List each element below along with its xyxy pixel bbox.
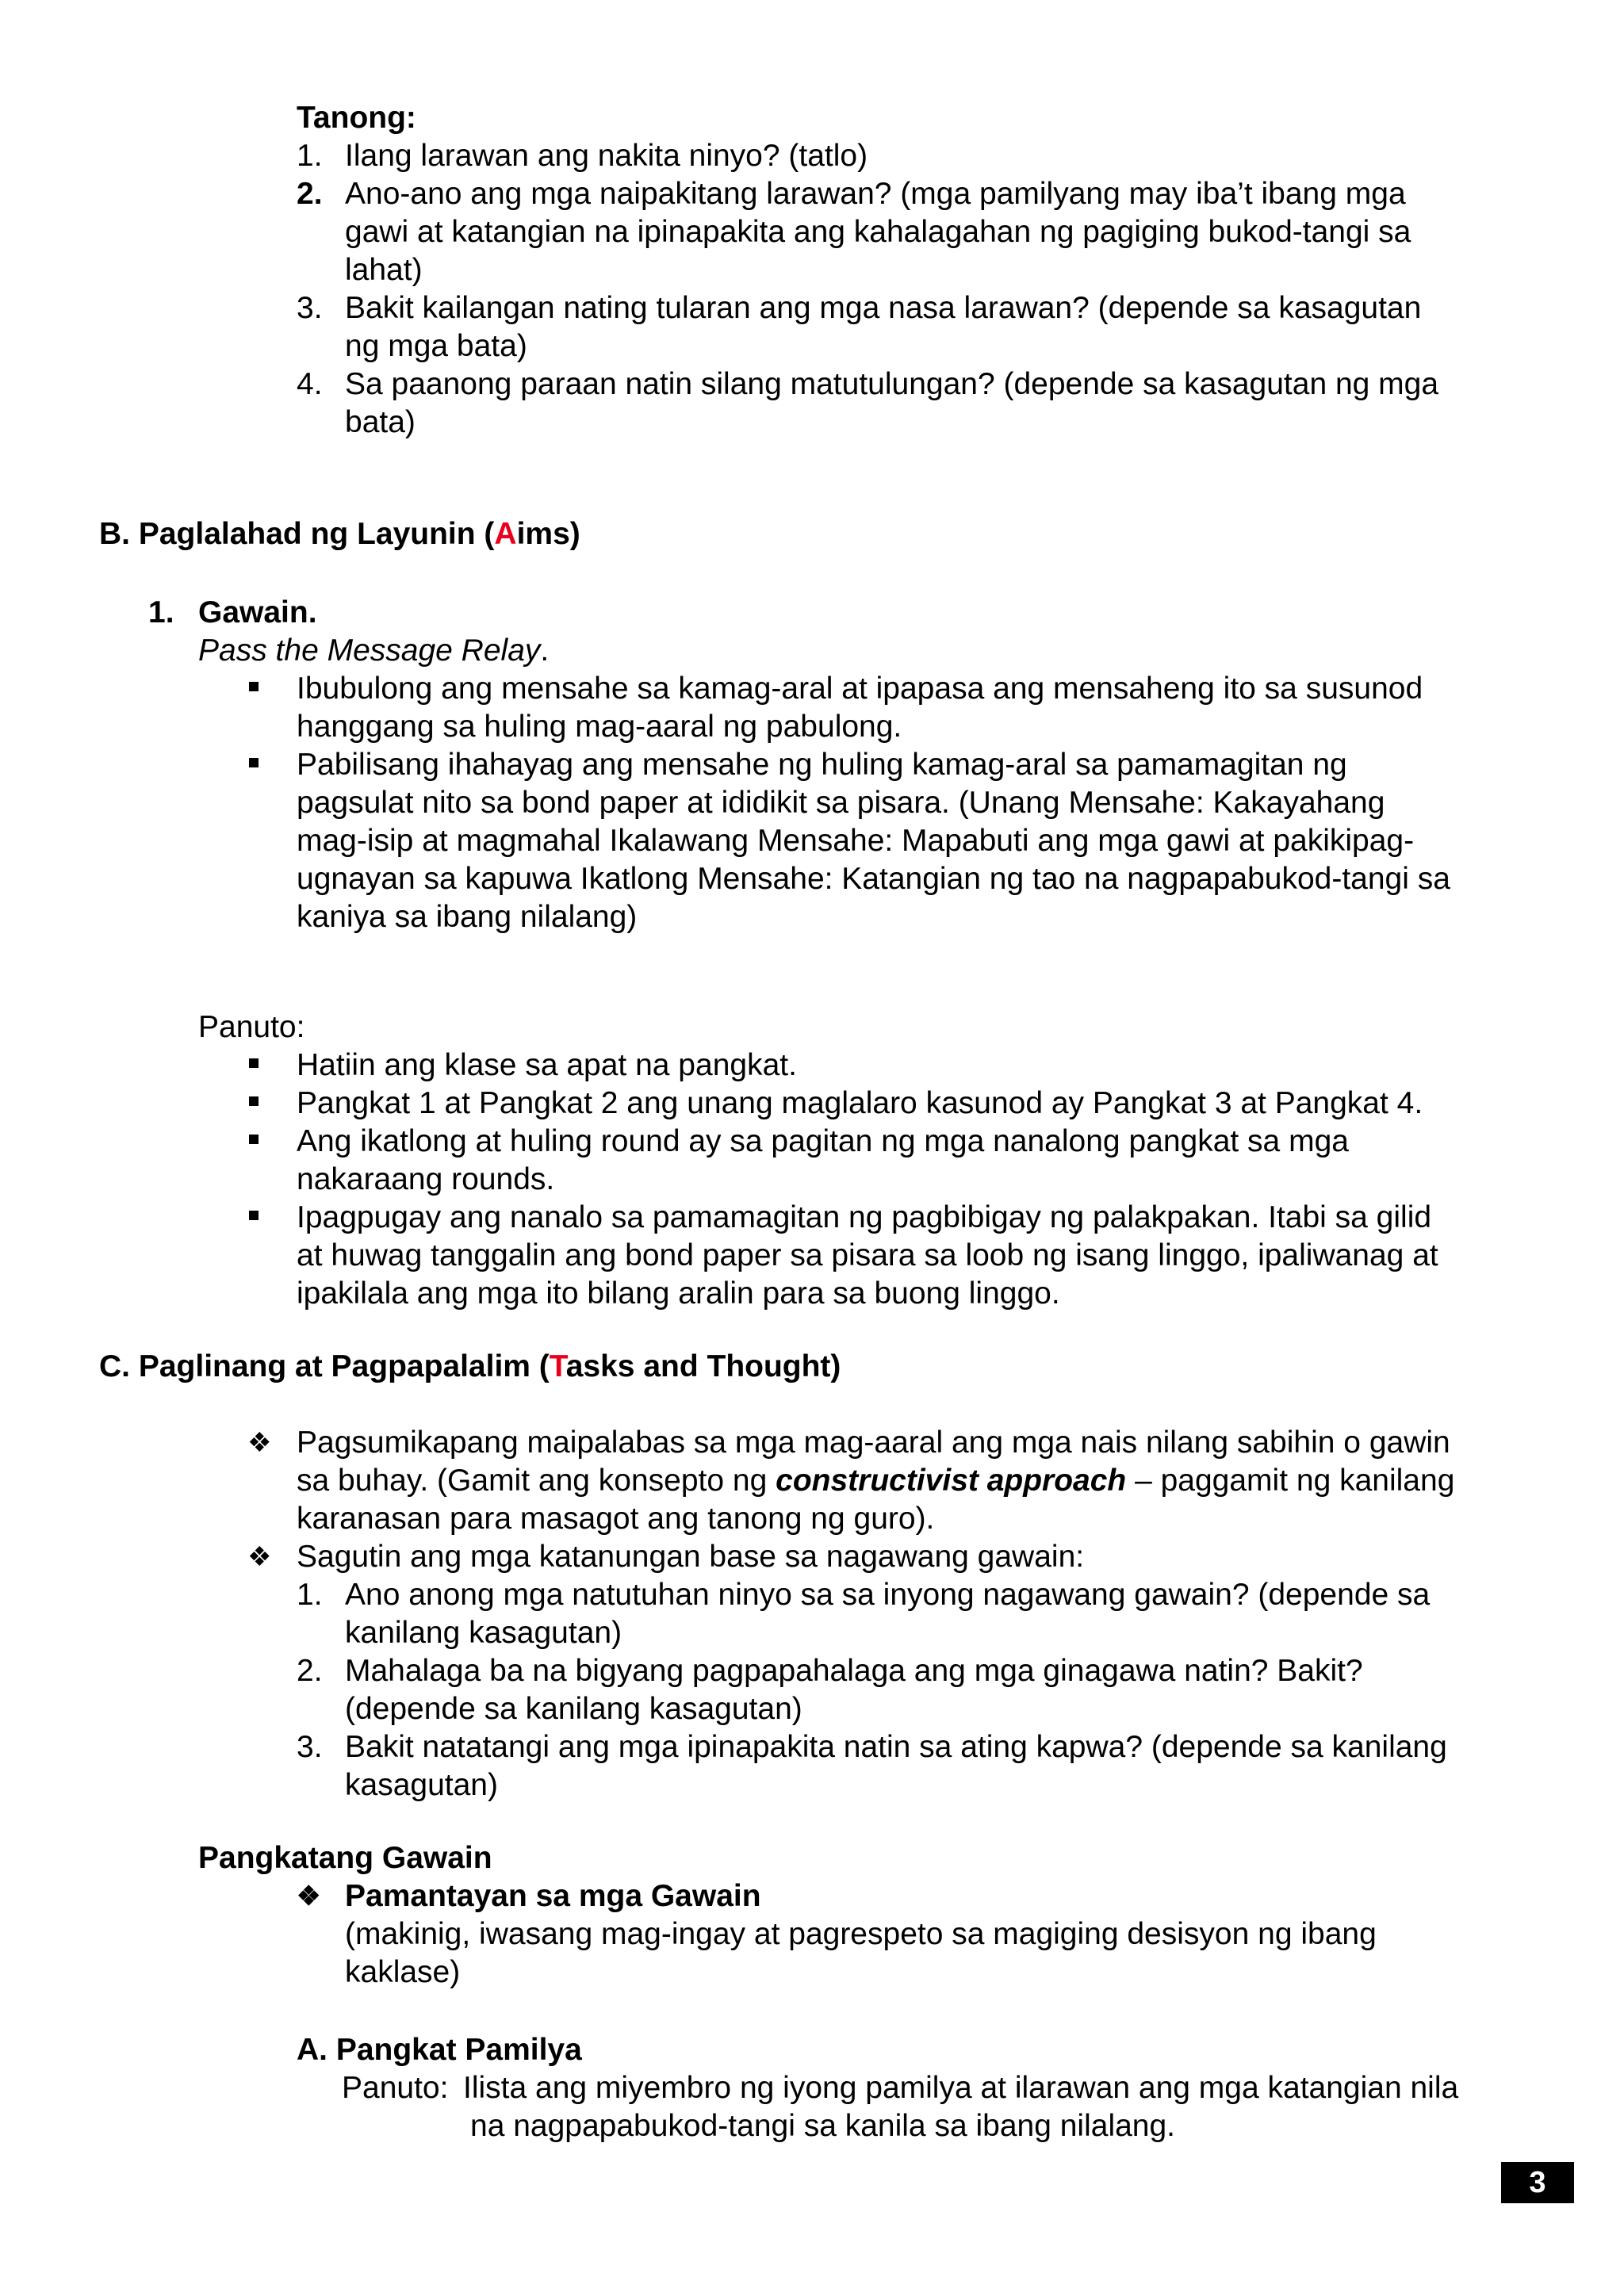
diamond-bullet-icon: ❖ bbox=[297, 1881, 321, 1911]
gawain-number: 1. bbox=[148, 595, 174, 629]
tanong-item-3-line-2: ng mga bata) bbox=[345, 329, 527, 363]
gawain-bullet-1-line-1: Ibubulong ang mensahe sa kamag-aral at ipapasa ang mensaheng ito sa susunod bbox=[297, 672, 1423, 706]
bullet-square-icon bbox=[249, 682, 259, 691]
tanong-item-1-num: 1. bbox=[297, 139, 323, 173]
tanong-item-1-line-1: Ilang larawan ang nakita ninyo? (tatlo) bbox=[345, 139, 868, 173]
gawain-bullet-2-line-4: ugnayan sa kapuwa Ikatlong Mensahe: Katangian ng tao na nagpapabukod-tangi sa bbox=[297, 862, 1450, 896]
gawain-bullet-1-line-2: hanggang sa huling mag-aaral ng pabulong. bbox=[297, 710, 902, 744]
section-b-title-highlight: A bbox=[494, 517, 517, 551]
section-c-point-1-line-2-pre: sa buhay. (Gamit ang konsepto ng bbox=[297, 1464, 776, 1498]
section-c-point-1-line-2-post: – paggamit ng kanilang bbox=[1126, 1464, 1455, 1498]
pamilya-panuto-line-2: na nagpapabukod-tangi sa kanila sa ibang nilalang. bbox=[470, 2109, 1176, 2143]
constructivist-approach-term: constructivist approach bbox=[776, 1464, 1127, 1498]
tanong-item-2-line-3: lahat) bbox=[345, 253, 423, 287]
bullet-square-icon bbox=[249, 1211, 259, 1220]
tanong-item-3-num: 3. bbox=[297, 291, 323, 325]
activity-name-italic: Pass the Message Relay bbox=[198, 633, 541, 668]
page-number: 3 bbox=[1501, 2162, 1574, 2203]
section-c-title-highlight: T bbox=[549, 1349, 566, 1383]
section-c-point-1-line-1: Pagsumikapang maipalabas sa mga mag-aaral ang mga nais nilang sabihin o gawin bbox=[297, 1425, 1450, 1460]
panuto-bullet-3-line-1: Ang ikatlong at huling round ay sa pagitan ng mga nanalong pangkat sa mga bbox=[297, 1124, 1349, 1158]
tanong-item-4-num: 4. bbox=[297, 367, 323, 401]
question-1-num: 1. bbox=[297, 1578, 323, 1612]
panuto-bullet-4-line-1: Ipagpugay ang nanalo sa pamamagitan ng pagbibigay ng palakpakan. Itabi sa gilid bbox=[297, 1200, 1432, 1234]
gawain-bullet-2-line-5: kaniya sa ibang nilalang) bbox=[297, 900, 638, 934]
activity-name bbox=[198, 632, 549, 670]
gawain-bullet-2-line-1: Pabilisang ihahayag ang mensahe ng huling kamag-aral sa pamamagitan ng bbox=[297, 748, 1347, 782]
panuto-bullet-1: Hatiin ang klase sa apat na pangkat. bbox=[297, 1048, 797, 1082]
tanong-item-2-line-2: gawi at katangian na ipinapakita ang kahalagahan ng pagiging bukod-tangi sa bbox=[345, 215, 1411, 249]
question-3-line-1: Bakit natatangi ang mga ipinapakita natin sa ating kapwa? (depende sa kanilang bbox=[345, 1730, 1447, 1764]
pangkat-pamilya-title: A. Pangkat Pamilya bbox=[297, 2033, 582, 2067]
diamond-bullet-icon: ❖ bbox=[247, 1428, 272, 1458]
pamilya-panuto-label: Panuto: bbox=[342, 2071, 449, 2105]
question-3-line-2: kasagutan) bbox=[345, 1768, 498, 1802]
tanong-item-3-line-1: Bakit kailangan nating tularan ang mga nasa larawan? (depende sa kasagutan bbox=[345, 291, 1422, 325]
gawain-title: Gawain. bbox=[198, 595, 317, 629]
pamilya-panuto-line-1: Ilista ang miyembro ng iyong pamilya at ilarawan ang mga katangian nila bbox=[463, 2071, 1459, 2105]
bullet-square-icon bbox=[249, 1096, 259, 1106]
question-2-line-1: Mahalaga ba na bigyang pagpapahalaga ang mga ginagawa natin? Bakit? bbox=[345, 1654, 1363, 1688]
section-b-title bbox=[99, 515, 580, 553]
diamond-bullet-icon: ❖ bbox=[247, 1542, 272, 1572]
section-b-title-pre: B. Paglalahad ng Layunin ( bbox=[99, 517, 495, 551]
tanong-item-4-line-2: bata) bbox=[345, 405, 416, 439]
section-c-point-2: Sagutin ang mga katanungan base sa nagawang gawain: bbox=[297, 1540, 1085, 1574]
question-3-num: 3. bbox=[297, 1730, 323, 1764]
section-c-point-1-line-2 bbox=[297, 1462, 1454, 1500]
gawain-bullet-2-line-3: mag-isip at magmahal Ikalawang Mensahe: Mapabuti ang mga gawi at pakikipag- bbox=[297, 824, 1415, 858]
bullet-square-icon bbox=[249, 1058, 259, 1068]
tanong-item-4-line-1: Sa paanong paraan natin silang matutulungan? (depende sa kasagutan ng mga bbox=[345, 367, 1439, 401]
panuto-bullet-3-line-2: nakaraang rounds. bbox=[297, 1162, 555, 1196]
section-b-title-post: ims) bbox=[516, 517, 580, 551]
question-1-line-2: kanilang kasagutan) bbox=[345, 1616, 622, 1650]
section-c-title-post: asks and Thought) bbox=[565, 1349, 841, 1383]
question-2-line-2: (depende sa kanilang kasagutan) bbox=[345, 1692, 802, 1726]
panuto-bullet-4-line-2: at huwag tanggalin ang bond paper sa pisara sa loob ng isang linggo, ipaliwanag at bbox=[297, 1238, 1438, 1272]
pamantayan-title: Pamantayan sa mga Gawain bbox=[345, 1879, 761, 1913]
tanong-item-2-line-1: Ano-ano ang mga naipakitang larawan? (mga pamilyang may iba’t ibang mga bbox=[345, 177, 1406, 211]
panuto-bullet-2: Pangkat 1 at Pangkat 2 ang unang maglalaro kasunod ay Pangkat 3 at Pangkat 4. bbox=[297, 1086, 1423, 1120]
gawain-bullet-2-line-2: pagsulat nito sa bond paper at ididikit sa pisara. (Unang Mensahe: Kakayahang bbox=[297, 786, 1385, 820]
panuto-label: Panuto: bbox=[198, 1010, 305, 1044]
section-c-point-1-line-3: karanasan para masagot ang tanong ng guro). bbox=[297, 1502, 935, 1536]
section-c-title-pre: C. Paglinang at Pagpapalalim ( bbox=[99, 1349, 550, 1383]
question-1-line-1: Ano anong mga natutuhan ninyo sa sa inyong nagawang gawain? (depende sa bbox=[345, 1578, 1431, 1612]
pangkatang-gawain-title: Pangkatang Gawain bbox=[198, 1841, 492, 1875]
tanong-item-2-num: 2. bbox=[297, 177, 323, 211]
activity-name-suffix: . bbox=[540, 633, 550, 668]
bullet-square-icon bbox=[249, 758, 259, 767]
question-2-num: 2. bbox=[297, 1654, 323, 1688]
section-c-title bbox=[99, 1348, 841, 1386]
tanong-heading: Tanong: bbox=[297, 101, 416, 135]
pamantayan-line-1: (makinig, iwasang mag-ingay at pagrespeto sa magiging desisyon ng ibang bbox=[345, 1917, 1377, 1951]
pamantayan-line-2: kaklase) bbox=[345, 1955, 461, 1989]
bullet-square-icon bbox=[249, 1135, 259, 1144]
panuto-bullet-4-line-3: ipakilala ang mga ito bilang aralin para sa buong linggo. bbox=[297, 1276, 1060, 1311]
